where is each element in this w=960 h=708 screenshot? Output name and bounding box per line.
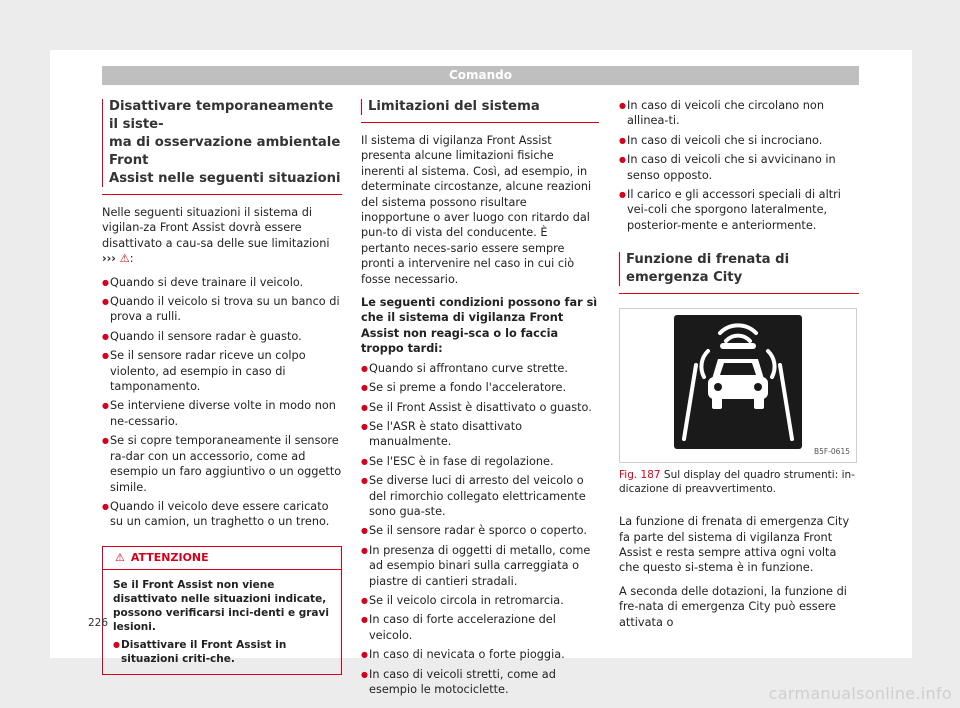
list-item: ● Se il veicolo circola in retromarcia. (361, 593, 599, 608)
page-number: 226 (88, 617, 109, 629)
attention-box (102, 546, 342, 675)
heading-rule (102, 194, 342, 195)
front-assist-warning-icon (674, 315, 802, 449)
list-item: ● Disattivare il Front Assist in situazioni criti-che. (113, 638, 331, 666)
figure-code: B5F-0615 (813, 446, 850, 456)
conditions-list (361, 361, 599, 698)
heading-line-2: ma di osservazione ambientale Front (109, 135, 341, 168)
attention-title: ATTENZIONE (130, 550, 209, 564)
list-item: ● In caso di veicoli stretti, come ad esempio le motociclette. (361, 667, 599, 698)
cross-reference-arrows[interactable]: ››› (102, 252, 116, 266)
heading-line-1: Disattivare temporaneamente il siste- (109, 99, 334, 132)
list-item: ● In caso di veicoli che si avvicinano in senso opposto. (619, 152, 859, 183)
section-heading-city-braking (619, 251, 859, 287)
column-middle (361, 98, 599, 701)
list-item: ● Se il sensore radar è sporco o coperto. (361, 523, 599, 538)
warning-triangle-icon: ⚠ (115, 550, 125, 564)
list-item: ● In caso di forte accelerazione del veicolo. (361, 612, 599, 643)
column-left (102, 98, 342, 675)
intro-paragraph (102, 205, 342, 267)
list-item: ● Quando il veicolo deve essere caricato su un camion, un traghetto o un treno. (102, 499, 342, 530)
list-item: ● In caso di nevicata o forte pioggia. (361, 647, 599, 662)
list-item: ● Se l'ESC è in fase di regolazione. (361, 454, 599, 469)
city-braking-heading: Funzione di frenata di emergenza City (626, 252, 790, 286)
list-item: ● Quando il veicolo si trova su un banco di prova a rulli. (102, 294, 342, 325)
list-item: ● Se l'ASR è stato disattivato manualmente. (361, 419, 599, 450)
section-heading-disable (102, 98, 342, 188)
warning-triangle-icon[interactable]: ⚠ (119, 252, 130, 266)
list-item: ● Se si preme a fondo l'acceleratore. (361, 380, 599, 395)
attention-text: Se il Front Assist non viene disattivato nelle situazioni indicate, possono verificarsi inci-denti e gravi lesioni. (113, 578, 329, 633)
list-item: ● Se il Front Assist è disattivato o guasto. (361, 400, 599, 415)
chapter-header-bar (102, 66, 859, 85)
list-item: ● Se il sensore radar riceve un colpo violento, ad esempio in caso di tamponamento. (102, 348, 342, 394)
column-right (619, 98, 859, 638)
list-item: ● Se diverse luci di arresto del veicolo o del rimorchio collegato elettricamente sono gua-ste. (361, 473, 599, 519)
intro-text: Nelle seguenti situazioni il sistema di vigilan-za Front Assist dovrà essere disattivato a cau-sa delle sue limitazioni (102, 206, 330, 250)
disable-situations-list (102, 275, 342, 530)
list-item: ● Se si copre temporaneamente il sensore ra-dar con un accessorio, come ad esempio un faro aggiuntivo o un oggetto simile. (102, 433, 342, 495)
attention-header (103, 547, 341, 570)
attention-body (103, 570, 341, 674)
list-item: ● Quando il sensore radar è guasto. (102, 329, 342, 344)
intro-colon: : (129, 252, 134, 266)
city-braking-paragraph-2: A seconda delle dotazioni, la funzione di fre-nata di emergenza City può essere attivata o (619, 584, 847, 629)
chapter-title: Comando (448, 68, 513, 82)
limitations-heading: Limitazioni del sistema (368, 99, 540, 114)
section-heading-limitations (361, 98, 599, 116)
limitations-intro: Il sistema di vigilanza Front Assist presenta alcune limitazioni fisiche inerenti al sistema. Così, ad esempio, in determinate circostanze, alcune reazioni del sistema possono risultare inopportune o aver luogo con ritardo dal pun-to di vista del conducente. È pertanto neces-sario essere sempre pronti a intervenire nel caso in cui ciò fosse necessario. (361, 134, 592, 286)
list-item: ● Se interviene diverse volte in modo non ne-cessario. (102, 398, 342, 429)
figure-caption (619, 469, 859, 496)
figure-187 (619, 308, 857, 463)
attention-list (113, 638, 331, 666)
watermark: carmanualsonline.info (768, 684, 952, 703)
conditions-intro: Le seguenti condizioni possono far sì che il sistema di vigilanza Front Assist non reagi-sca o lo faccia troppo tardi: (361, 296, 598, 356)
heading-rule (619, 293, 859, 294)
conditions-list-continued (619, 98, 859, 233)
heading-rule (361, 122, 599, 123)
list-item: ● In caso di veicoli che circolano non allinea-ti. (619, 98, 859, 129)
list-item: ● Quando si deve trainare il veicolo. (102, 275, 342, 290)
heading-line-3: Assist nelle seguenti situazioni (109, 171, 341, 186)
list-item: ● Il carico e gli accessori speciali di altri vei-coli che sporgono lateralmente, posterior-mente e anteriormente. (619, 187, 859, 233)
instrument-display (674, 315, 802, 449)
list-item: ● In presenza di oggetti di metallo, come ad esempio binari sulla carreggiata o piastre di cantieri stradali. (361, 543, 599, 589)
figure-caption-text: Sul display del quadro strumenti: in-dicazione di preavvertimento. (619, 469, 855, 495)
city-braking-paragraph-1: La funzione di frenata di emergenza City fa parte del sistema di vigilanza Front Assist e resta sempre attiva ogni volta che questo si-stema è in funzione. (619, 515, 850, 575)
figure-label: Fig. 187 (619, 469, 661, 482)
list-item: ● Quando si affrontano curve strette. (361, 361, 599, 376)
list-item: ● In caso di veicoli che si incrociano. (619, 133, 859, 148)
